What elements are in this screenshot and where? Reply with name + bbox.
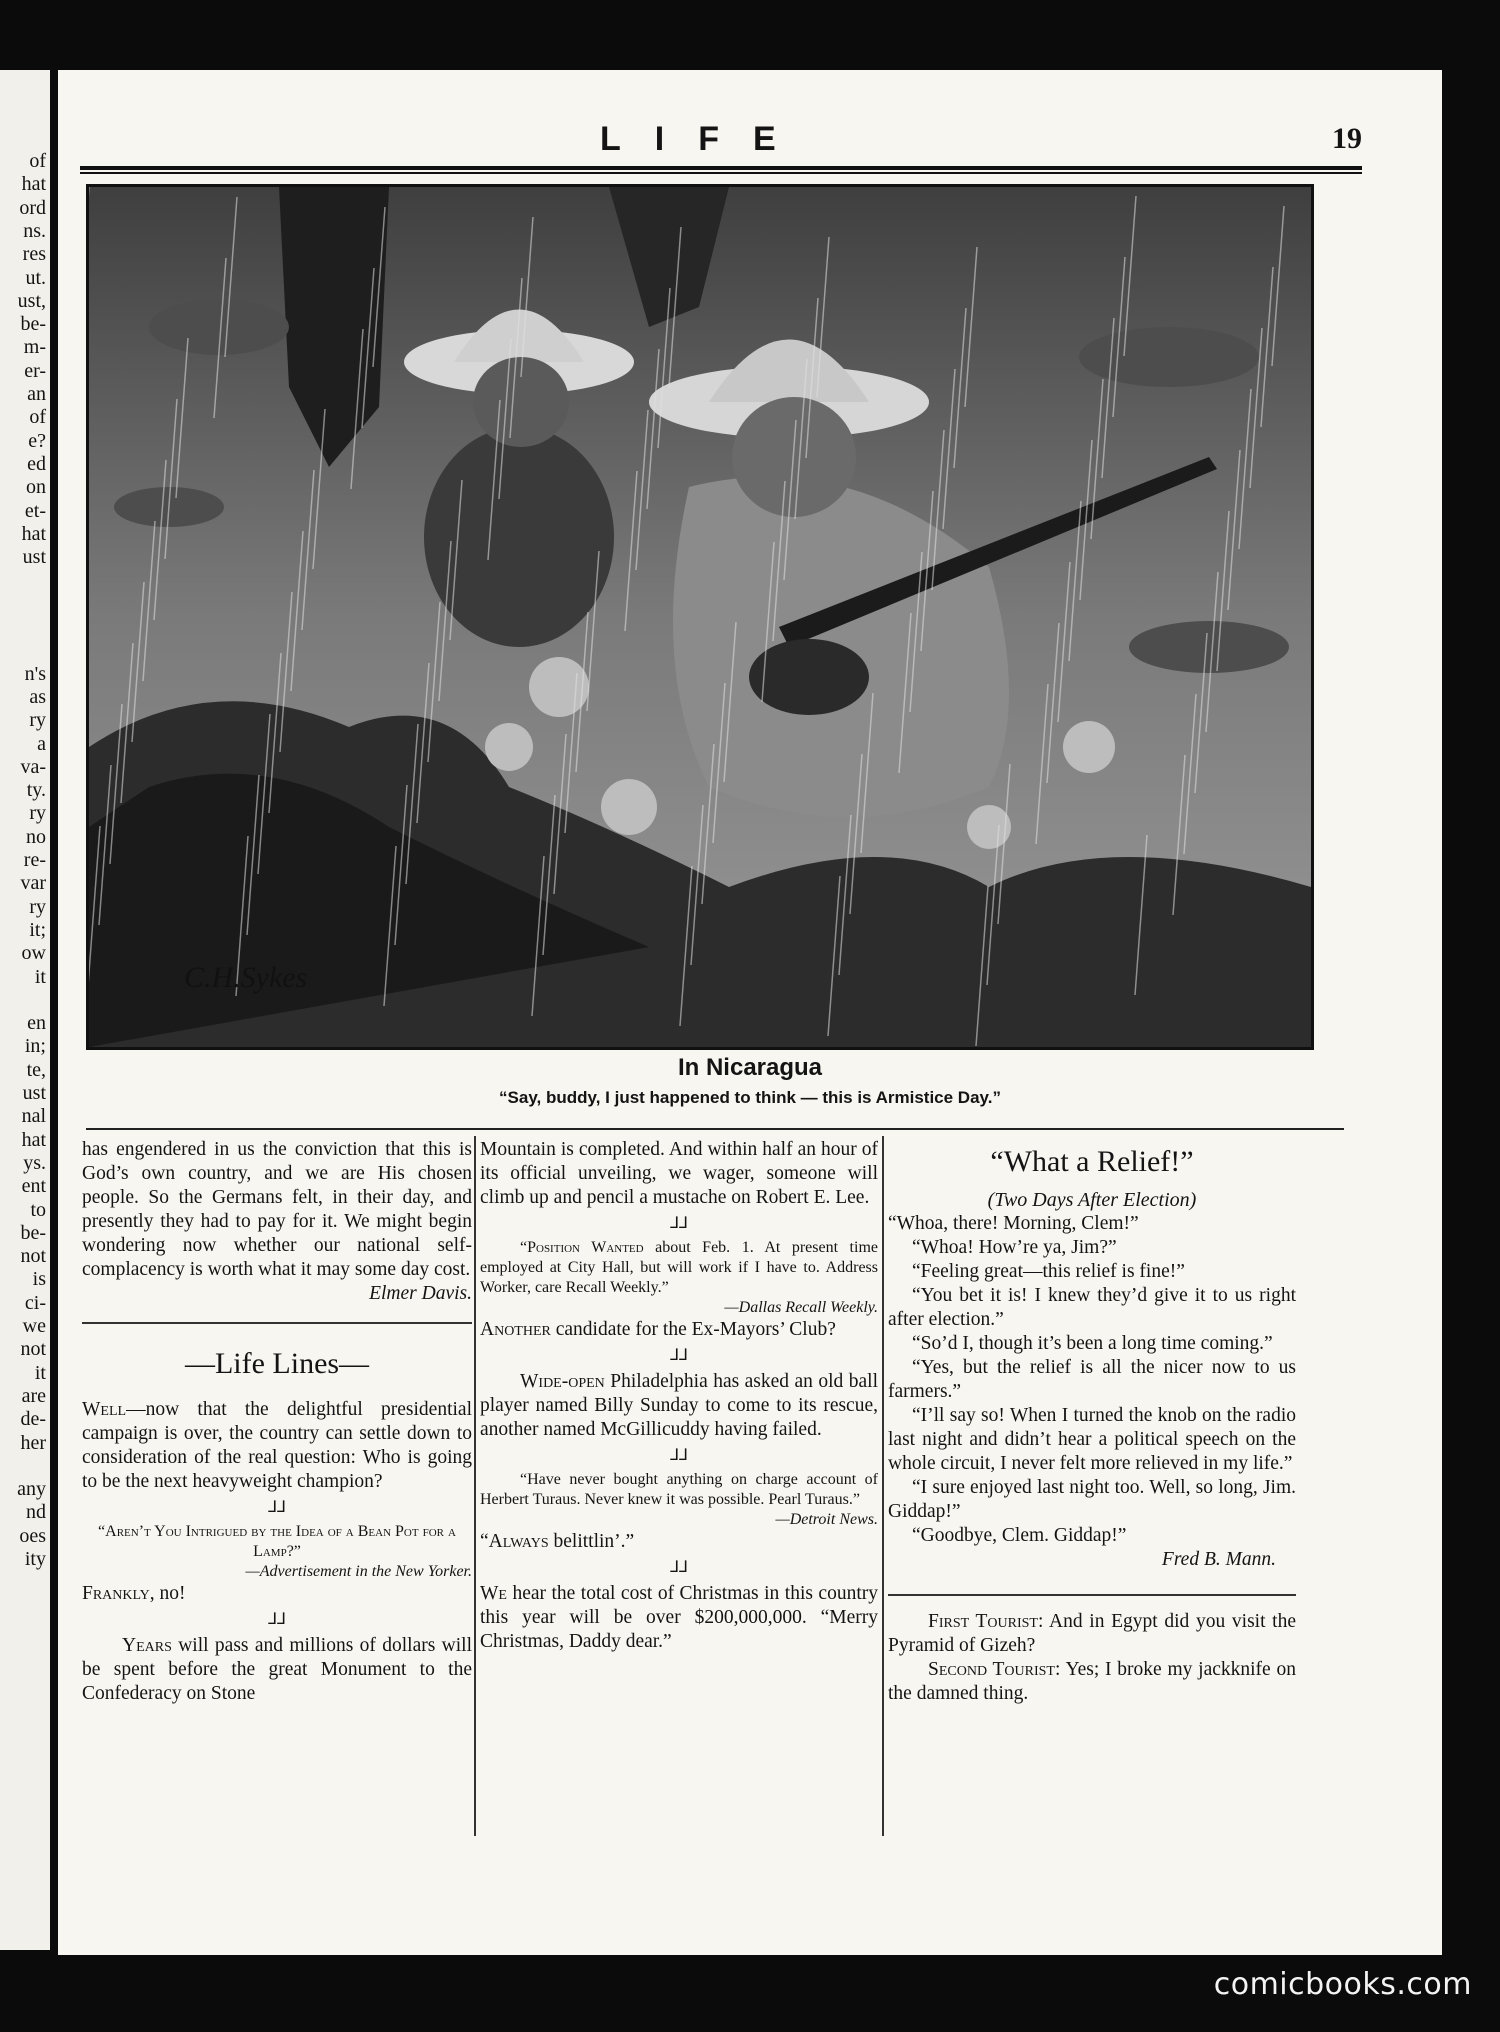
item-ex-mayors [480,1318,878,1342]
position-wanted-quote [480,1238,878,1298]
facing-page-fragment: ow [21,942,46,965]
relief-author: Fred B. Mann. [1161,1549,1276,1570]
essay-ending: has engendered in us the conviction that this is God’s own country, and we are His chosen people. So the Germans felt, in their day, and presently they had to pay for it. We might begin wondering now whether our national self-complacency is worth what it may some day cost. [82,1139,472,1280]
section-rule [86,1128,1344,1130]
masthead: LIFE [600,120,810,158]
facing-page-fragment: et- [24,499,46,522]
lead-word: “Position Wanted [520,1239,644,1256]
page-number: 19 [1332,122,1362,155]
relief-heading: “What a Relief!” [990,1145,1194,1178]
facing-page-fragment: ust [22,1082,46,1104]
page-header [80,120,1362,160]
separator-glyph: ⅃⅃ [268,1499,286,1516]
item-frankly [82,1582,472,1606]
facing-page-fragment: te, [26,1058,46,1081]
facing-page-fragment: res [22,243,46,266]
facing-page-fragment: oes [19,1524,46,1547]
facing-page-fragment: be- [20,313,46,336]
dialog-line: “Feeling great—this relief is fine!” [912,1261,1185,1282]
facing-page-fragment: in; [24,1035,46,1058]
column-rule-2 [882,1136,884,1836]
facing-page-fragment: e? [28,429,46,452]
facing-page-fragment: is [32,1268,46,1291]
separator-glyph: ⅃⅃ [670,1447,688,1464]
item-monument [82,1634,472,1706]
facing-page-fragment: not [20,1338,46,1361]
dialog-line: “So’d I, though it’s been a long time coming.” [912,1333,1273,1354]
turaus-source: —Detroit News. [775,1511,878,1528]
cartoon-illustration [86,184,1314,1050]
item-monument-cont: Mountain is completed. And within half an hour of its official unveiling, we wager, someone will climb up and pencil a mustache on Robert E. Lee. [480,1139,878,1208]
facing-page-fragment: ust, [17,289,46,312]
facing-page-fragment: var [20,872,46,895]
tourist-line-1 [888,1610,1296,1658]
essay-author: Elmer Davis. [369,1283,472,1304]
facing-page-fragment: m- [23,336,46,359]
facing-page-fragment: en [27,1012,46,1035]
facing-page-fragment: as [29,685,46,708]
facing-page-fragment: not [20,1245,46,1268]
facing-page-fragment: a [37,732,46,755]
column-3 [888,1138,1296,1706]
header-rule [80,166,1362,174]
facing-page-fragment: ord [19,196,46,219]
facing-page-fragment: ry [29,709,46,732]
column-2 [480,1138,878,1654]
facing-page-fragment: ns. [23,219,46,242]
facing-page-fragment: ed [27,452,46,475]
item-text: will pass and millions of dollars will be spent before the great Monument to the Confederacy on Stone [82,1635,472,1704]
lead-word: Another [480,1319,551,1340]
facing-page-fragment: nd [26,1501,46,1524]
facing-page-fragment: it; [29,918,46,941]
separator-glyph: ⅃⅃ [670,1215,688,1232]
item-text: about Feb. 1. At present time employed at City Hall, but will work if I have to. Address Worker, care Recall Weekly.” [480,1239,878,1296]
cartoon-title: In Nicaragua [677,1054,823,1081]
item-christmas [480,1582,878,1654]
dialog-line: “Yes, but the relief is all the nicer now to us farmers.” [888,1357,1296,1402]
dialog-line: “I sure enjoyed last night too. Well, so long, Jim. Giddap!” [888,1477,1296,1522]
facing-page-fragment: ity [24,1548,46,1570]
item-philadelphia [480,1370,878,1442]
item-text: —now that the delightful presidential campaign is over, the country can settle down to consideration of the real question: Who is going to be the next heavyweight champion? [82,1399,472,1492]
facing-page-fragment: ry [29,895,46,918]
site-watermark: comicbooks.com [1213,1967,1472,2002]
relief-dialog [888,1212,1296,1548]
facing-page-fragment: ci- [24,1291,46,1314]
facing-page-fragment: hat [21,522,46,545]
turaus-quote: “Have never bought anything on charge account of Herbert Turaus. Never knew it was possible. Pearl Turaus.” [480,1471,878,1508]
facing-page-fragment: ut. [25,266,46,289]
artist-signature: C.H.Sykes [184,961,308,994]
facing-page-fragment: n's [24,662,46,685]
facing-page-fragment: de- [20,1408,46,1431]
column-1 [82,1138,472,1706]
item-text: no! [154,1583,186,1604]
relief-subheading: (Two Days After Election) [987,1189,1197,1211]
item-text: Yes; I broke my jackknife on the damned thing. [888,1659,1296,1704]
bean-pot-source: —Advertisement in the New Yorker. [245,1563,472,1580]
position-wanted-source: —Dallas Recall Weekly. [724,1299,878,1316]
dialog-line: “Whoa, there! Morning, Clem!” [888,1213,1139,1234]
dialog-line: “I’ll say so! When I turned the knob on the radio last night and didn’t hear a political speech on the whole circuit, I never felt more relieved in my life.” [888,1405,1296,1474]
facing-page-strip [0,70,50,1950]
facing-page-fragment: be- [20,1221,46,1244]
speaker: Second Tourist: [928,1659,1061,1680]
item-heavyweight [82,1398,472,1494]
facing-page-fragment: of [29,406,46,429]
item-belittlin [480,1530,878,1554]
dialog-line: “Whoa! How’re ya, Jim?” [912,1237,1117,1258]
facing-page-fragment: are [21,1384,46,1407]
lead-word: Well [82,1399,127,1420]
lead-word: Wide-open [520,1371,605,1392]
life-lines-heading: —Life Lines— [184,1347,370,1380]
lead-word: We [480,1583,507,1604]
item-text: candidate for the Ex-Mayors’ Club? [550,1319,836,1340]
jungle-rain-drawing [89,187,1311,1047]
column-rule [888,1594,1296,1596]
facing-page-fragment: ent [21,1175,46,1198]
cartoon-caption: “Say, buddy, I just happened to think — this is Armistice Day.” [499,1088,1001,1107]
lead-word: Frankly, [82,1583,155,1604]
tourist-line-2 [888,1658,1296,1706]
facing-page-fragment: it [34,965,46,988]
facing-page-fragment: er- [24,359,46,382]
separator-glyph: ⅃⅃ [670,1559,688,1576]
magazine-page [58,70,1442,1955]
lead-word: Years [122,1635,172,1656]
facing-page-fragment: ust [22,546,46,569]
facing-page-fragment: hat [21,1128,46,1151]
item-text: And in Egypt did you visit the Pyramid of Gizeh? [888,1611,1296,1656]
facing-page-fragment: va- [20,755,46,778]
facing-page-fragment: ys. [23,1151,46,1174]
lead-word: “Always [480,1531,549,1552]
separator-glyph: ⅃⅃ [670,1347,688,1364]
facing-page-fragment: ty. [26,779,46,802]
dialog-line: “Goodbye, Clem. Giddap!” [912,1525,1127,1546]
facing-page-fragment: any [17,1478,46,1501]
item-text: hear the total cost of Christmas in this country this year will be over $200,000,000. “Merry Christmas, Daddy dear.” [480,1583,878,1652]
facing-page-fragment: nal [21,1105,46,1128]
facing-page-fragment: hat [21,173,46,196]
facing-page-fragment: it [34,1361,46,1384]
facing-page-fragment: on [26,476,46,499]
item-text: belittlin’.” [548,1531,635,1552]
facing-page-fragment: ry [29,802,46,825]
dialog-line: “You bet it is! I knew they’d give it to us right after election.” [888,1285,1296,1330]
facing-page-fragment: to [30,1198,46,1221]
separator-glyph: ⅃⅃ [268,1611,286,1628]
facing-page-fragment: no [26,825,46,848]
column-rule-1 [474,1136,476,1836]
column-rule [82,1322,472,1324]
facing-page-fragment: we [22,1315,46,1337]
facing-page-fragment: of [29,150,46,172]
facing-page-fragment: an [27,383,46,405]
item-text: Philadelphia has asked an old ball player named Billy Sunday to come to its rescue, another named McGillicuddy having failed. [480,1371,878,1440]
facing-page-fragment: re- [23,849,46,871]
bean-pot-quote: “Aren’t You Intrigued by the Idea of a Bean Pot for a Lamp?” [98,1523,456,1560]
facing-page-fragment: her [20,1431,46,1454]
speaker: First Tourist: [928,1611,1044,1632]
